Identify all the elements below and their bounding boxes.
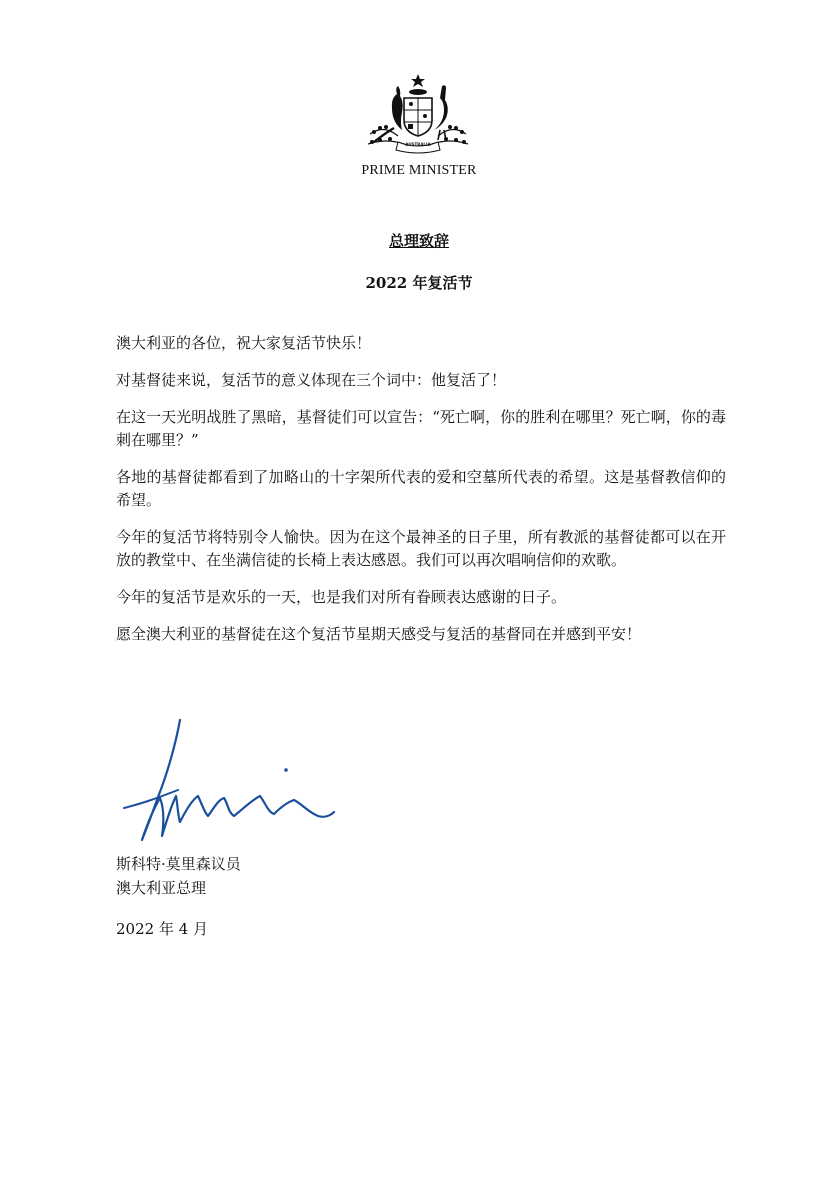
crest-motto: AUSTRALIA [405,142,431,147]
signoff [116,852,241,900]
paragraph: 澳大利亚的各位，祝大家复活节快乐！ [116,334,372,352]
signer-position: 澳大利亚总理 [116,879,207,897]
document-title: 总理致辞 [388,232,449,250]
coat-of-arms-icon [364,72,472,156]
office-title: PRIME MINISTER [361,163,477,178]
letter-date: 2022 年 4 月 [116,920,209,938]
paragraph: 在这一天光明战胜了黑暗，基督徒们可以宣告：“死亡啊，你的胜利在哪里？死亡啊，你的毒刺在哪里？” [116,408,726,449]
paragraph: 各地的基督徒都看到了加略山的十字架所代表的爱和空墓所代表的希望。这是基督教信仰的希望。 [116,468,726,509]
handwritten-signature [118,712,338,852]
letter-body [116,332,726,660]
document-subtitle: 2022 年复活节 [365,274,473,292]
paragraph: 今年的复活节将特别令人愉快。因为在这个最神圣的日子里，所有教派的基督徒都可以在开放的教堂中、在坐满信徒的长椅上表达感恩。我们可以再次唱响信仰的欢歌。 [116,528,726,569]
signer-name: 斯科特·莫里森议员 [116,855,241,873]
paragraph: 对基督徒来说，复活节的意义体现在三个词中：他复活了！ [116,371,507,389]
paragraph: 今年的复活节是欢乐的一天，也是我们对所有眷顾表达感谢的日子。 [116,588,567,606]
paragraph: 愿全澳大利亚的基督徒在这个复活节星期天感受与复活的基督同在并感到平安！ [116,625,642,643]
